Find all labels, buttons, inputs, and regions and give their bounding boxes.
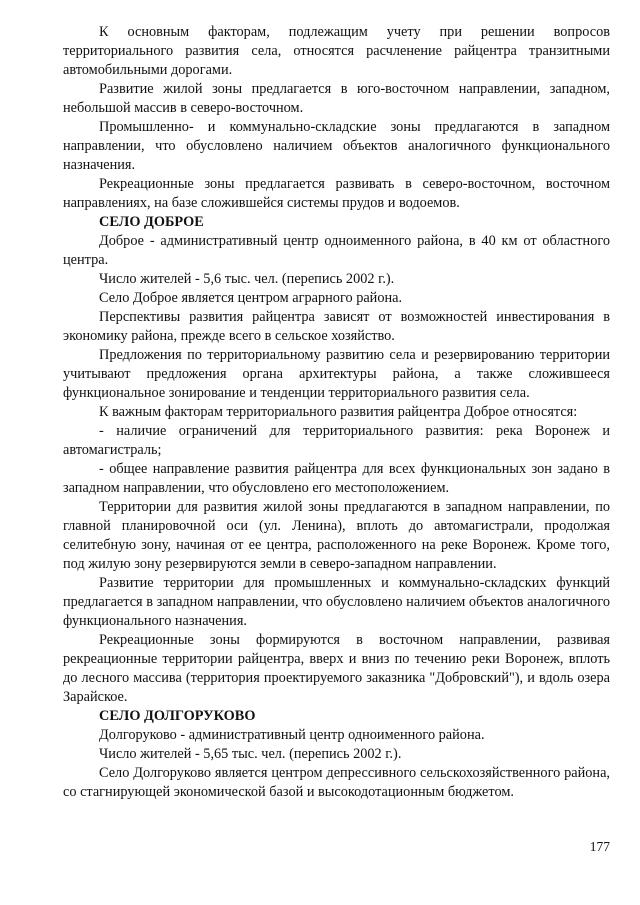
paragraph: К важным факторам территориального развития райцентра Доброе относятся: bbox=[99, 404, 578, 420]
paragraph: - общее направление развития райцентра для всех функциональных зон задано в западном направлении, что обусловлено его местоположением. bbox=[63, 461, 610, 496]
section-title-dolgorukovo: СЕЛО ДОЛГОРУКОВО bbox=[99, 708, 256, 724]
page-content bbox=[63, 23, 610, 802]
section-title-dobroe: СЕЛО ДОБРОЕ bbox=[99, 214, 204, 230]
paragraph: Территории для развития жилой зоны предлагаются в западном направлении, по главной планировочной оси (ул. Ленина), вплоть до автомагистрали, продолжая селитебную зону, начиная от ее центра, расположенного на реке Воронеж. Кроме того, под жилую зону резервируются земли в северо-западном направлении. bbox=[63, 499, 610, 572]
page-number: 177 bbox=[589, 839, 610, 854]
paragraph: Рекреационные зоны предлагается развивать в северо-восточном, восточном направлениях, на базе сложившейся системы прудов и водоемов. bbox=[63, 176, 610, 211]
paragraph: Промышленно- и коммунально-складские зоны предлагаются в западном направлении, что обусловлено наличием объектов аналогичного функционального назначения. bbox=[63, 119, 610, 173]
paragraph: Перспективы развития райцентра зависят от возможностей инвестирования в экономику района, прежде всего в сельское хозяйство. bbox=[63, 309, 610, 344]
paragraph: Развитие жилой зоны предлагается в юго-восточном направлении, западном, небольшой массив в северо-восточном. bbox=[63, 81, 610, 116]
paragraph: Село Долгоруково является центром депрессивного сельскохозяйственного района, со стагнирующей экономической базой и высокодотационным бюджетом. bbox=[63, 765, 610, 800]
paragraph: Число жителей - 5,65 тыс. чел. (перепись 2002 г.). bbox=[99, 746, 402, 762]
paragraph: Предложения по территориальному развитию села и резервированию территории учитывают предложения органа архитектуры района, а также сложившееся функциональное зонирование и тенденции территориального развития села. bbox=[63, 347, 610, 401]
paragraph: Доброе - административный центр одноименного района, в 40 км от областного центра. bbox=[63, 233, 610, 268]
paragraph: Долгоруково - административный центр одноименного района. bbox=[99, 727, 485, 743]
intro-block bbox=[63, 23, 610, 213]
paragraph: Село Доброе является центром аграрного района. bbox=[99, 290, 403, 306]
paragraph: - наличие ограничений для территориального развития: река Воронеж и автомагистраль; bbox=[63, 423, 610, 458]
section-dolgorukovo bbox=[63, 726, 610, 802]
paragraph: Развитие территории для промышленных и коммунально-складских функций предлагается в западном направлении, что обусловлено наличием объектов аналогичного функционального назначения. bbox=[63, 575, 610, 629]
paragraph: Рекреационные зоны формируются в восточном направлении, развивая рекреационные территории райцентра, вверх и вниз по течению реки Воронеж, вплоть до лесного массива (территория проектируемого заказника "Добровский"), и вдоль озера Зарайское. bbox=[63, 632, 610, 705]
section-dobroe bbox=[63, 232, 610, 707]
paragraph: Число жителей - 5,6 тыс. чел. (перепись 2002 г.). bbox=[99, 271, 395, 287]
paragraph: К основным факторам, подлежащим учету при решении вопросов территориального развития села, относятся расчленение райцентра транзитными автомобильными дорогами. bbox=[63, 24, 610, 78]
